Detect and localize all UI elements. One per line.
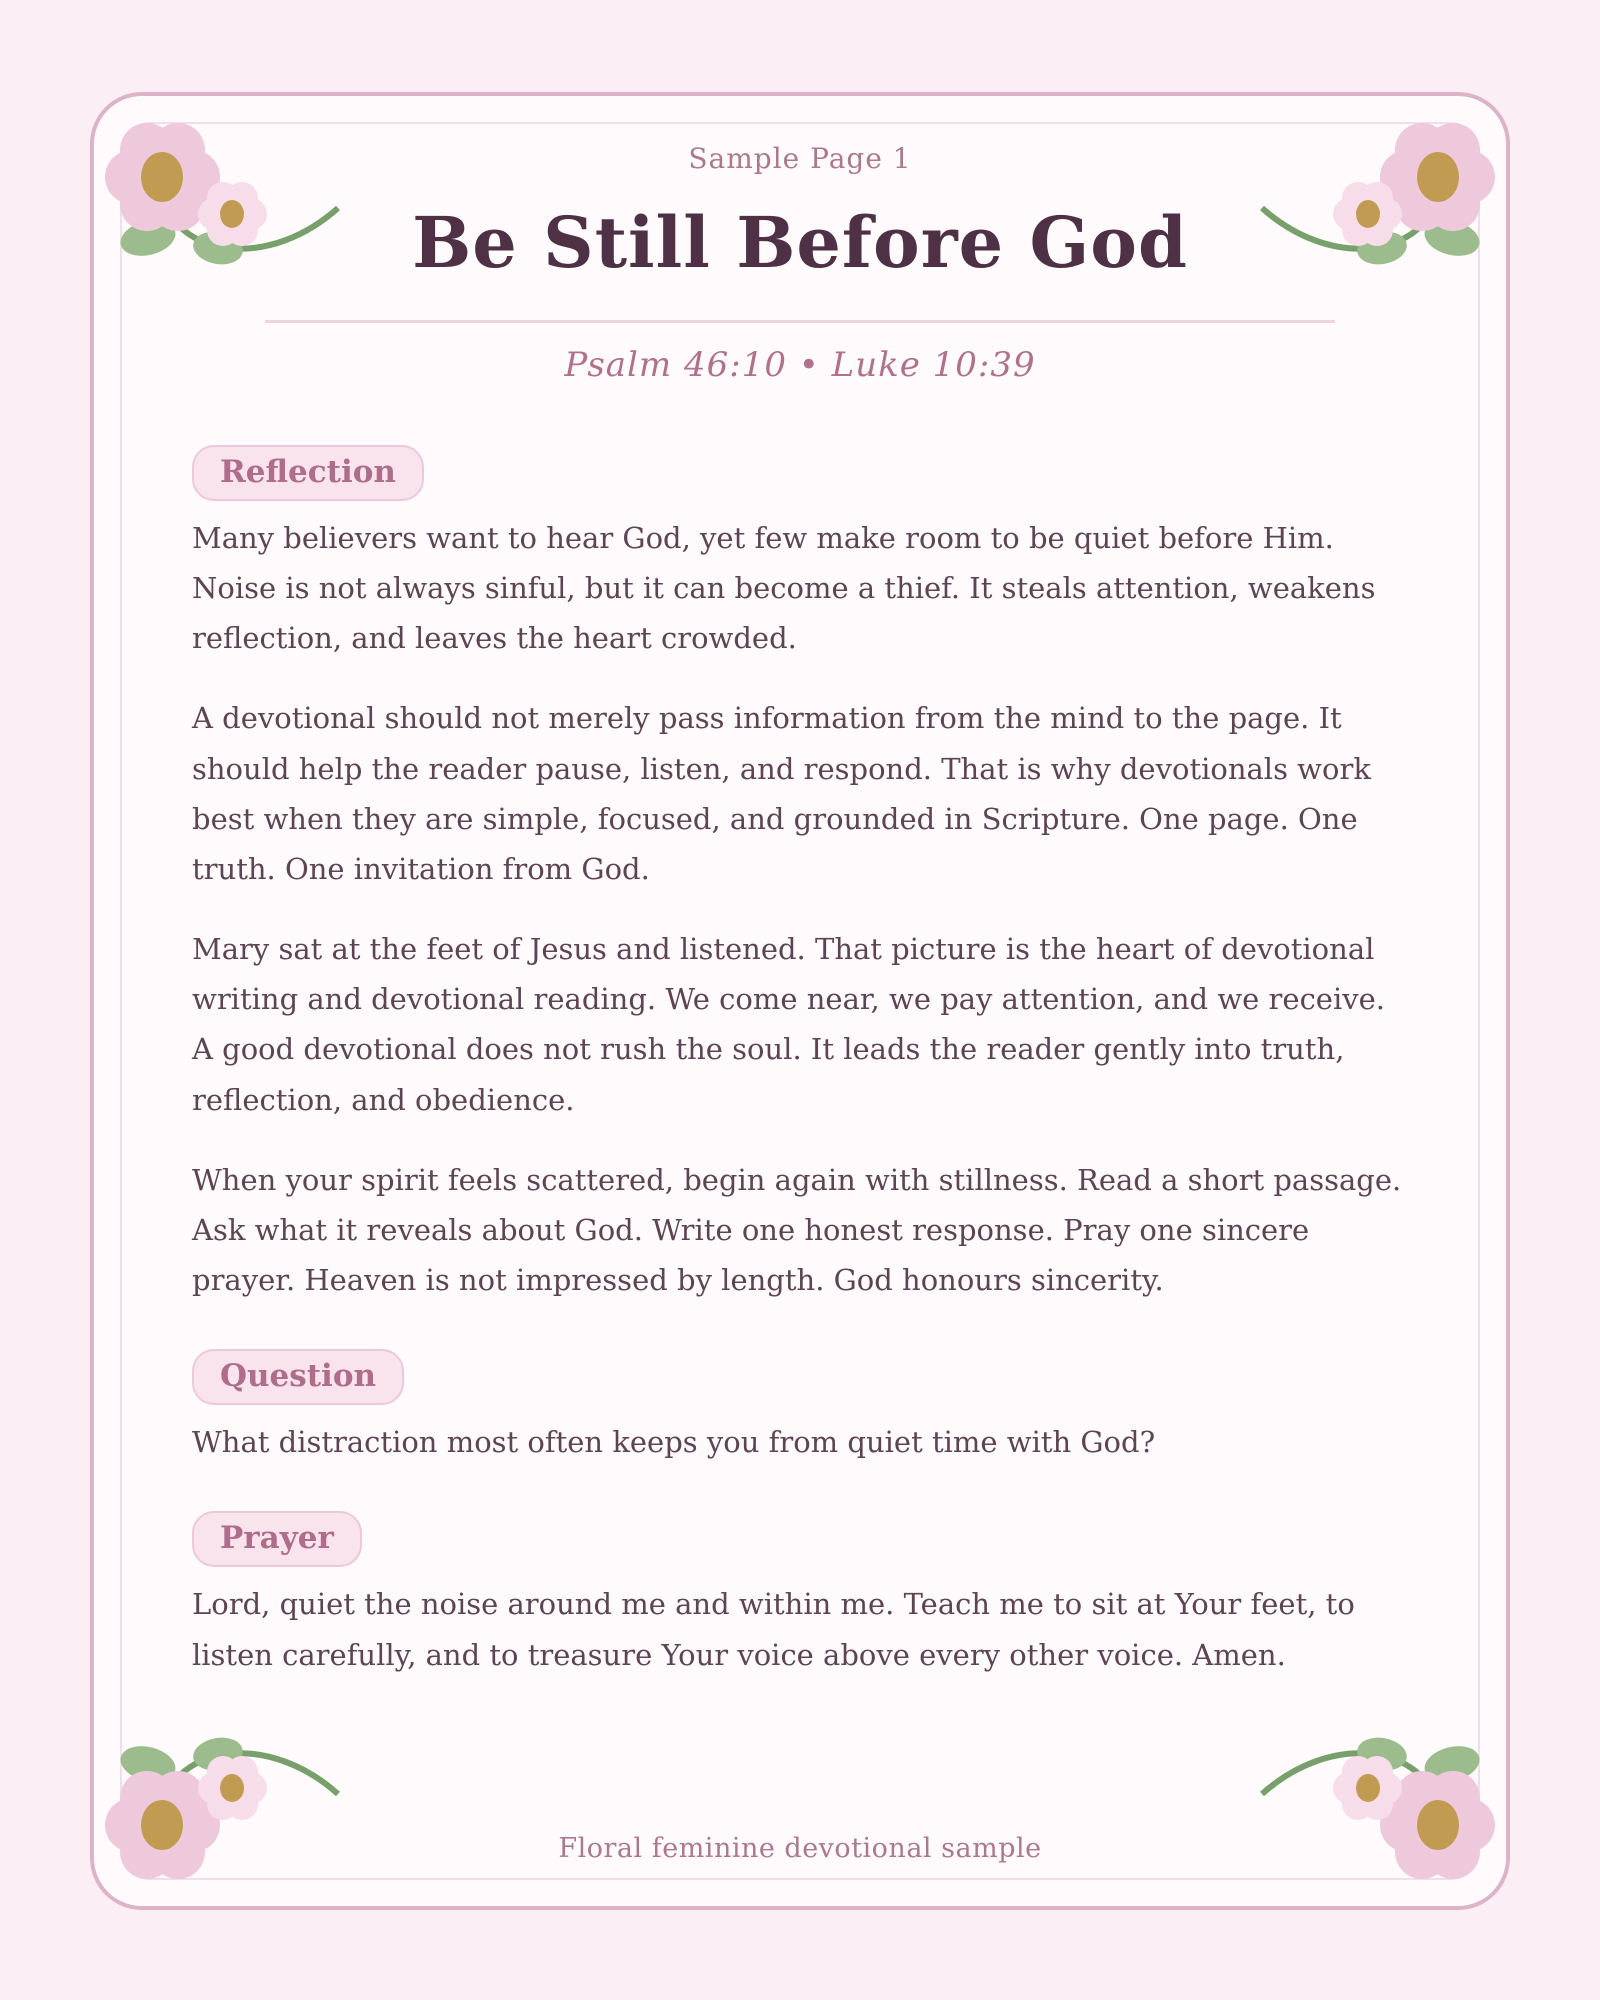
small-flower-icon	[1333, 1756, 1402, 1820]
sections	[192, 431, 1408, 1680]
corner-flower-top-right	[1244, 90, 1534, 270]
section-question	[192, 1335, 1408, 1467]
corner-flower-top-left	[66, 90, 356, 270]
corner-flower-bottom-right	[1244, 1732, 1534, 1912]
scripture-reference: Psalm 46:10 • Luke 10:39	[564, 345, 1036, 385]
section-prayer	[192, 1497, 1408, 1679]
page-footer: Floral feminine devotional sample	[558, 1833, 1042, 1864]
title-divider	[265, 320, 1335, 323]
flower-cluster-icon	[66, 90, 356, 270]
flower-cluster-icon	[66, 1732, 356, 1912]
reflection-badge: Reflection	[192, 445, 424, 501]
flower-cluster-icon	[1244, 90, 1534, 270]
reflection-paragraph: Mary sat at the feet of Jesus and listened. That picture is the heart of devotional writing and devotional reading. We come near, we pay attention, and we receive. A good devotional does not rush the soul. It leads the reader gently into truth, reflection, and obedience.	[192, 932, 1386, 1117]
section-reflection	[192, 431, 1408, 1305]
flower-cluster-icon	[1244, 1732, 1534, 1912]
small-flower-icon	[198, 1756, 267, 1820]
page-title: Be Still Before God	[412, 201, 1188, 284]
reflection-paragraph: Many believers want to hear God, yet few make room to be quiet before Him. Noise is not always sinful, but it can become a thief. It steals attention, weakens reflection, and leaves the heart crowded.	[192, 521, 1376, 656]
reflection-paragraph: A devotional should not merely pass information from the mind to the page. It should help the reader pause, listen, and respond. That is why devotionals work best when they are simple, focused, and grounded in Scripture. One page. One truth. One invitation from God.	[192, 701, 1371, 886]
question-paragraph: What distraction most often keeps you from quiet time with God?	[192, 1425, 1156, 1460]
page-label: Sample Page 1	[688, 142, 912, 175]
small-flower-icon	[198, 182, 267, 246]
prayer-badge: Prayer	[192, 1511, 362, 1567]
devotional-card	[90, 92, 1510, 1910]
corner-flower-bottom-left	[66, 1732, 356, 1912]
page-content	[94, 96, 1506, 1680]
small-flower-icon	[1333, 182, 1402, 246]
reflection-paragraph: When your spirit feels scattered, begin again with stillness. Read a short passage. Ask what it reveals about God. Write one honest response. Pray one sincere prayer. Heaven is not impressed by length. God honours sincerity.	[192, 1162, 1402, 1298]
prayer-paragraph: Lord, quiet the noise around me and within me. Teach me to sit at Your feet, to listen carefully, and to treasure Your voice above every other voice. Amen.	[192, 1587, 1355, 1672]
question-badge: Question	[192, 1349, 404, 1405]
